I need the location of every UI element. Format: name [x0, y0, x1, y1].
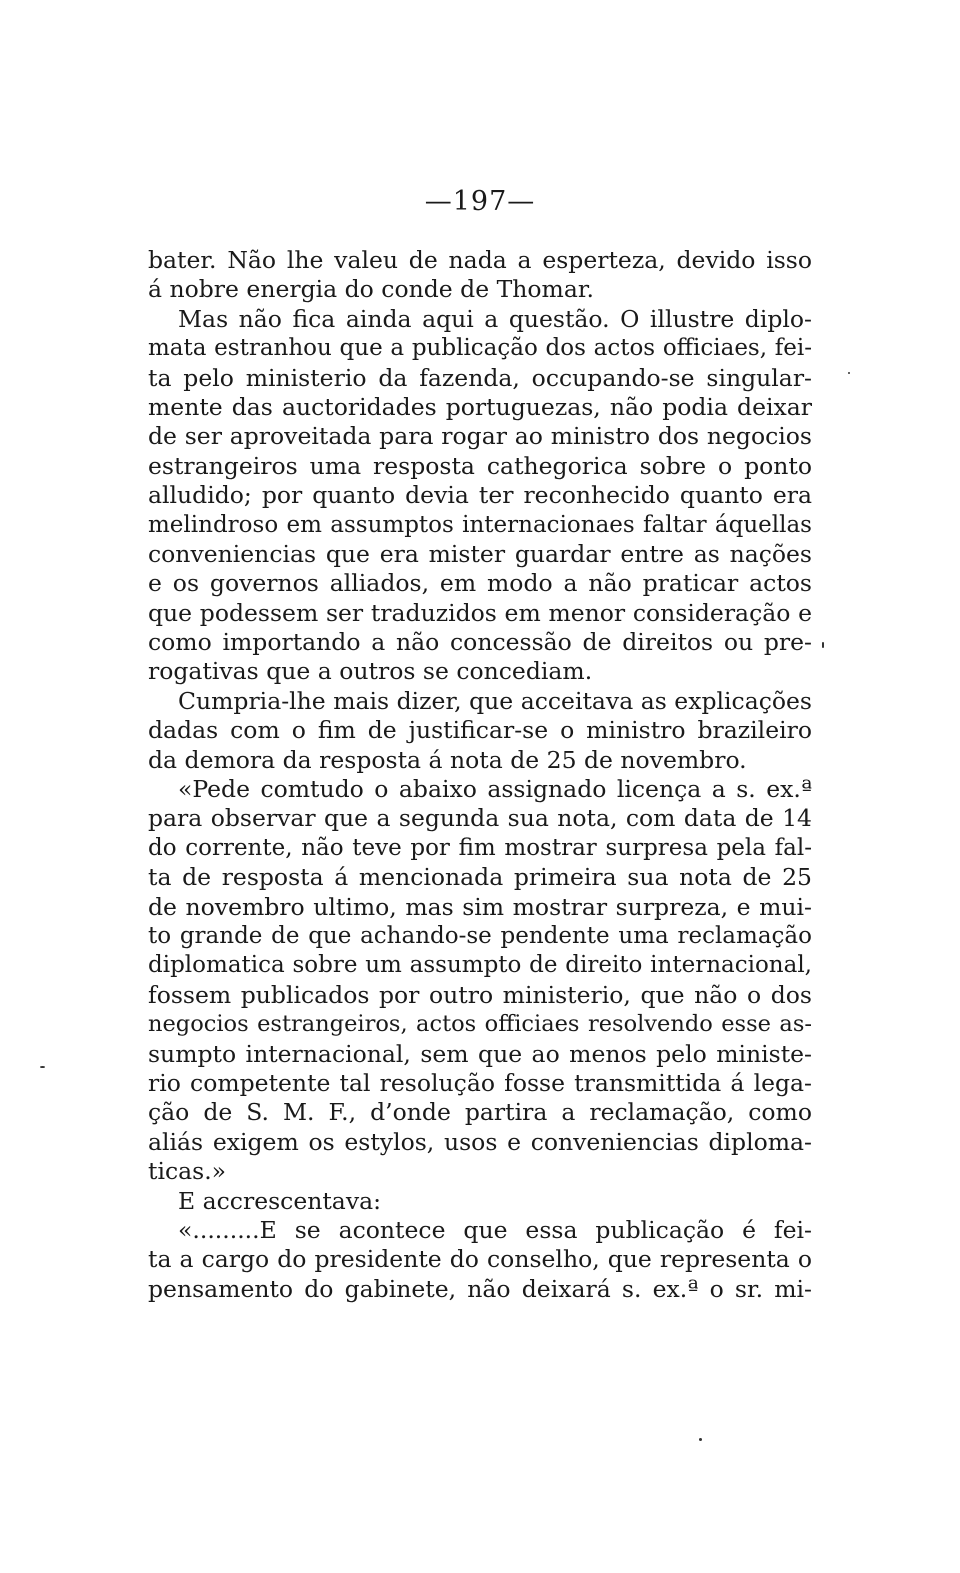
- text-line: para observar que a segunda sua nota, com data de 14: [148, 804, 812, 833]
- text-line: estrangeiros uma resposta cathegorica sobre o ponto: [148, 451, 812, 480]
- text-line: dadas com o fim de justificar-se o ministro brazileiro: [148, 716, 812, 745]
- text-line: ção de S. M. F., d’onde partira a reclamação, como: [148, 1098, 812, 1127]
- text-line: conveniencias que era mister guardar entre as nações: [148, 539, 812, 568]
- text-line: melindroso em assumptos internacionaes faltar áquellas: [148, 511, 812, 538]
- text-line: da demora da resposta á nota de 25 de novembro.: [148, 745, 747, 774]
- text-line: rio competente tal resolução fosse transmittida á lega-: [148, 1068, 812, 1097]
- text-line: do corrente, não teve por fim mostrar surpresa pela fal-: [148, 834, 812, 861]
- text-line: e os governos alliados, em modo a não praticar actos: [148, 569, 812, 598]
- text-line: mata estranhou que a publicação dos actos officiaes, fei-: [148, 335, 812, 362]
- body-text: [148, 246, 812, 1304]
- margin-speck: [699, 1438, 702, 1441]
- text-line: pensamento do gabinete, não deixará s. ex.ª o sr. mi-: [148, 1274, 812, 1303]
- text-line: E accrescentava:: [178, 1186, 382, 1215]
- text-line: «Pede comtudo o abaixo assignado licença a s. ex.ª: [178, 775, 812, 804]
- margin-speck: [822, 642, 824, 648]
- margin-speck: [848, 372, 850, 374]
- text-line: diplomatica sobre um assumpto de direito internacional,: [148, 952, 812, 979]
- text-line: sumpto internacional, sem que ao menos pelo ministe-: [148, 1039, 812, 1068]
- text-line: á nobre energia do conde de Thomar.: [148, 275, 594, 304]
- text-line: to grande de que achando-se pendente uma reclamação: [148, 922, 812, 949]
- text-line: Cumpria-lhe mais dizer, que acceitava as explicações: [178, 686, 812, 715]
- text-line: ta de resposta á mencionada primeira sua nota de 25: [148, 863, 812, 892]
- text-line: mente das auctoridades portuguezas, não podia deixar: [148, 392, 812, 421]
- text-line: bater. Não lhe valeu de nada a esperteza, devido isso: [148, 246, 812, 274]
- text-line: fossem publicados por outro ministerio, que não o dos: [148, 980, 812, 1009]
- text-line: de novembro ultimo, mas sim mostrar surpreza, e mui-: [148, 892, 812, 921]
- text-line: ta pelo ministerio da fazenda, occupando-se singular-: [148, 363, 812, 392]
- margin-speck: [40, 1066, 45, 1068]
- text-line: aliás exigem os estylos, usos e conveniencias diploma-: [148, 1127, 812, 1156]
- text-line: como importando a não concessão de direitos ou pre-: [148, 628, 812, 657]
- text-line: Mas não fica ainda aqui a questão. O illustre diplo-: [178, 304, 812, 333]
- text-line: ta a cargo do presidente do conselho, que representa o: [148, 1245, 812, 1274]
- text-line: alludido; por quanto devia ter reconhecido quanto era: [148, 481, 812, 510]
- text-line: «.........E se acontece que essa publicação é fei-: [178, 1215, 812, 1244]
- text-line: que podessem ser traduzidos em menor consideração e: [148, 598, 812, 627]
- text-line: ticas.»: [148, 1157, 227, 1186]
- text-line: de ser aproveitada para rogar ao ministro dos negocios: [148, 422, 812, 451]
- text-line: rogativas que a outros se concediam.: [148, 657, 593, 686]
- text-line: negocios estrangeiros, actos officiaes resolvendo esse as-: [148, 1011, 812, 1038]
- page-number: —197—: [424, 186, 536, 217]
